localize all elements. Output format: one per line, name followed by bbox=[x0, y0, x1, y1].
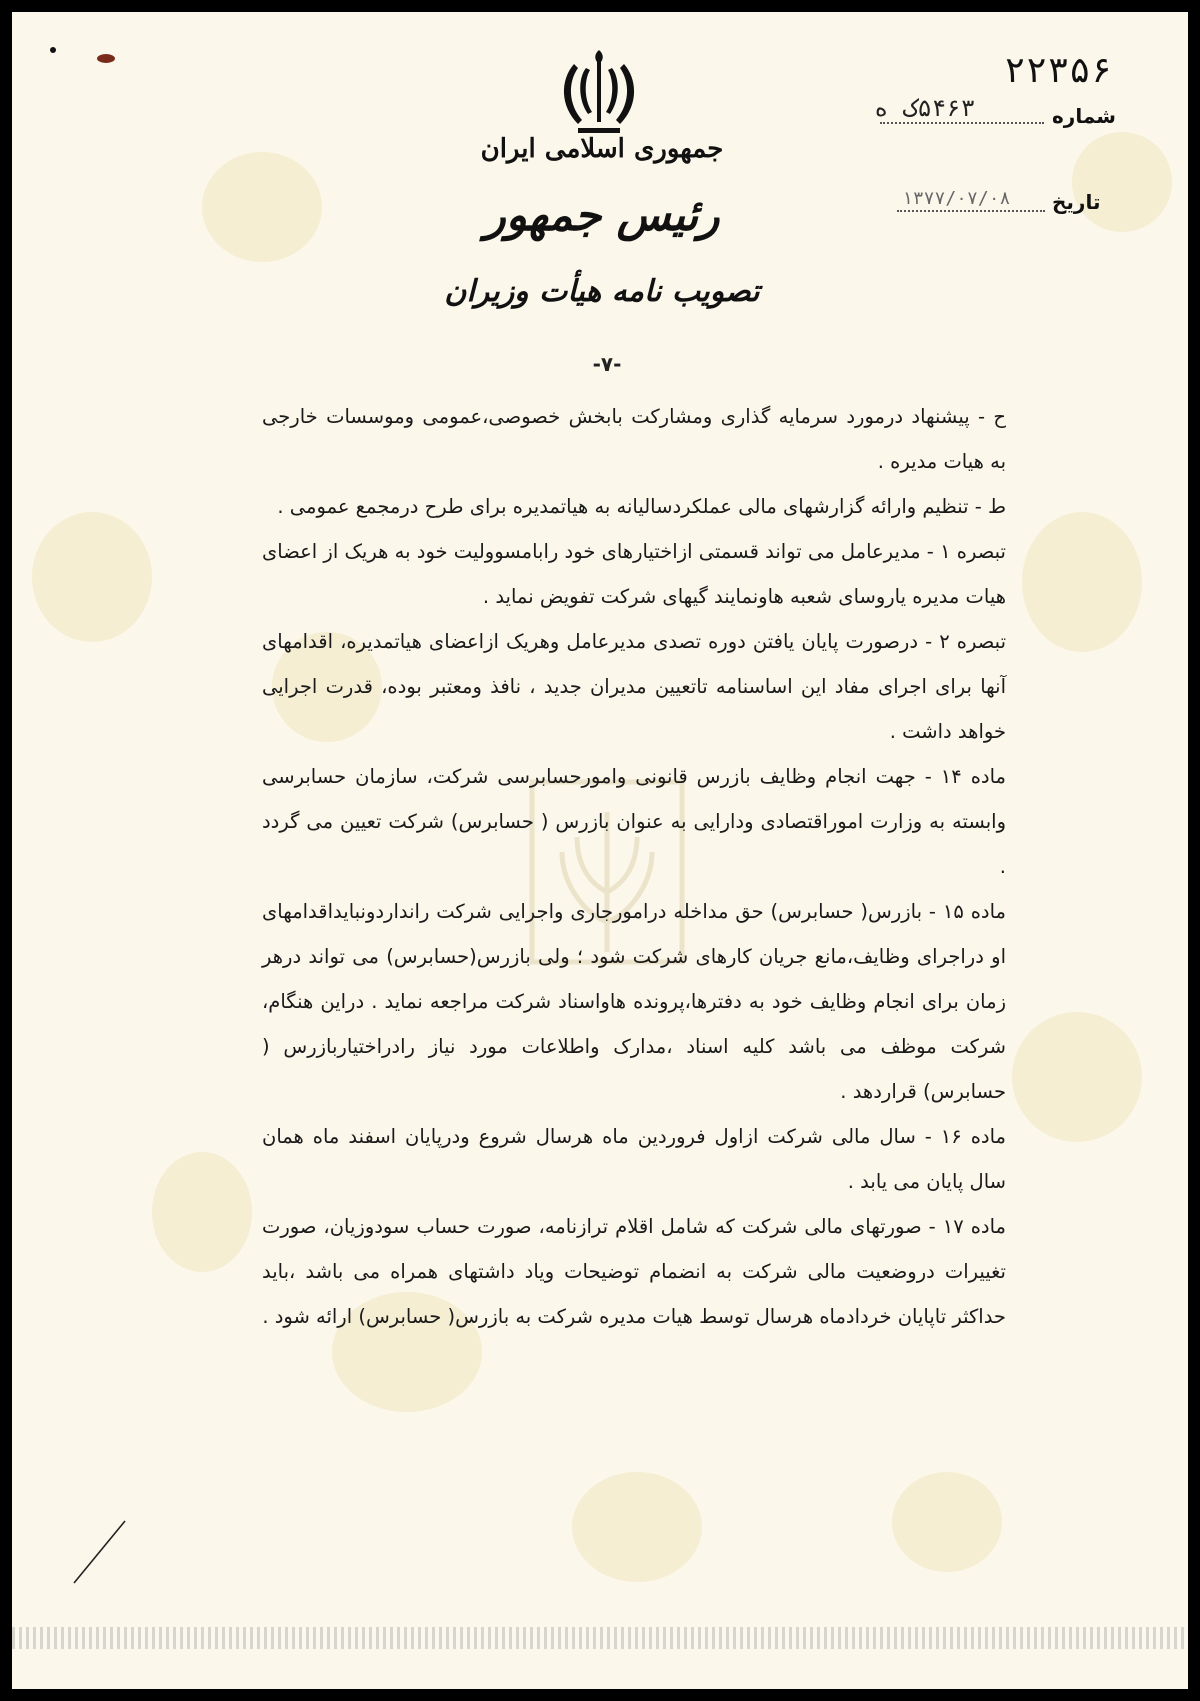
article-17: ماده ۱۷ - صورتهای مالی شرکت که شامل اقلام ترازنامه، صورت حساب سودوزیان، صورت تغییرات دروضعیت مالی شرکت به انضمام توضیحات وياد داشتهای همراه می باشد ،باید حداکثر تاپایان خردادماه هرسال توسط هیات مدیره شرکت به بازرس( حسابرس) ارائه شود . bbox=[262, 1215, 1006, 1328]
decree-title: تصویب نامه هیأت وزیران bbox=[444, 274, 760, 309]
article-14: ماده ۱۴ - جهت انجام وظایف بازرس قانونی وامورحسابرسی شرکت، سازمان حسابرسی وابسته به وزارت اموراقتصادی ودارایی به عنوان بازرس ( حسابرس) شرکت تعیین می گردد . bbox=[262, 765, 1006, 878]
date-value: ۱۳۷۷/۰۷/۰۸ bbox=[902, 188, 1011, 209]
rust-mark bbox=[97, 54, 115, 63]
paper-stain bbox=[1072, 132, 1172, 232]
document-body bbox=[262, 394, 1006, 1339]
paper-stain bbox=[892, 1472, 1002, 1572]
paper-stain bbox=[1012, 1012, 1142, 1142]
note-2: تبصره ۲ - درصورت پایان یافتن دوره تصدی مدیرعامل وهریک ازاعضای هیاتمدیره، اقدامهای آنها برای اجرای مفاد این اساسنامه تاتعیین مدیران جدید ، نافذ ومعتبر بوده، قدرت اجرایی خواهد داشت . bbox=[262, 630, 1006, 743]
clause-t: ط - تنظیم وارائه گزارشهای مالی عملکردسالیانه به هیاتمدیره برای طرح درمجمع عمومی . bbox=[277, 495, 1006, 518]
pen-stroke-mark bbox=[70, 1517, 130, 1587]
number-label: شماره bbox=[1052, 104, 1116, 128]
date-label: تاریخ bbox=[1052, 190, 1101, 214]
paper-stain bbox=[152, 1152, 252, 1272]
date-line bbox=[897, 210, 1045, 212]
ink-dot bbox=[50, 47, 56, 53]
article-15: ماده ۱۵ - بازرس( حسابرس) حق مداخله درامورجاری واجرایی شرکت رانداردونبایداقدامهای او دراجرای وظایف،مانع جریان کارهای شرکت شود ؛ ولی بازرس(حسابرس) می تواند درهر زمان برای انجام وظایف خود به دفترها،پرونده هاواسناد شرکت مراجعه نماید . دراین هنگام، شرکت موظف می باشد کلیه اسناد ،مدارک واطلاعات مورد نیاز رادراختیاربازرس ( حسابرس) قراردهد . bbox=[262, 900, 1006, 1103]
stamped-number: ۲۲۳۵۶ bbox=[1004, 50, 1113, 91]
number-line bbox=[880, 122, 1044, 124]
document-page bbox=[12, 12, 1188, 1689]
iran-emblem-icon bbox=[554, 44, 644, 140]
paper-stain bbox=[1022, 512, 1142, 652]
clause-h: ح - پیشنهاد درمورد سرمایه گذاری ومشارکت بابخش خصوصی،عمومی وموسسات خارجی به هیات مدیره . bbox=[262, 405, 1006, 473]
country-name: جمهوری اسلامی ایران bbox=[480, 134, 724, 164]
number-value: ۵۴۶۳ک ه bbox=[874, 94, 976, 122]
article-16: ماده ۱۶ - سال مالی شرکت ازاول فروردین ماه هرسال شروع ودرپایان اسفند ماه همان سال پایان می یابد . bbox=[262, 1125, 1006, 1193]
paper-stain bbox=[572, 1472, 702, 1582]
paper-stain bbox=[202, 152, 322, 262]
page-number: -۷- bbox=[592, 352, 622, 376]
office-title: رئیس جمهور bbox=[484, 190, 720, 241]
scan-artifact-strip bbox=[12, 1627, 1188, 1649]
paper-stain bbox=[32, 512, 152, 642]
note-1: تبصره ۱ - مدیرعامل می تواند قسمتی ازاختیارهای خود رابامسوولیت خود به هریک از اعضای هیات مدیره یاروسای شعبه هاونمایند گیهای شرکت تفویض نماید . bbox=[262, 540, 1006, 608]
